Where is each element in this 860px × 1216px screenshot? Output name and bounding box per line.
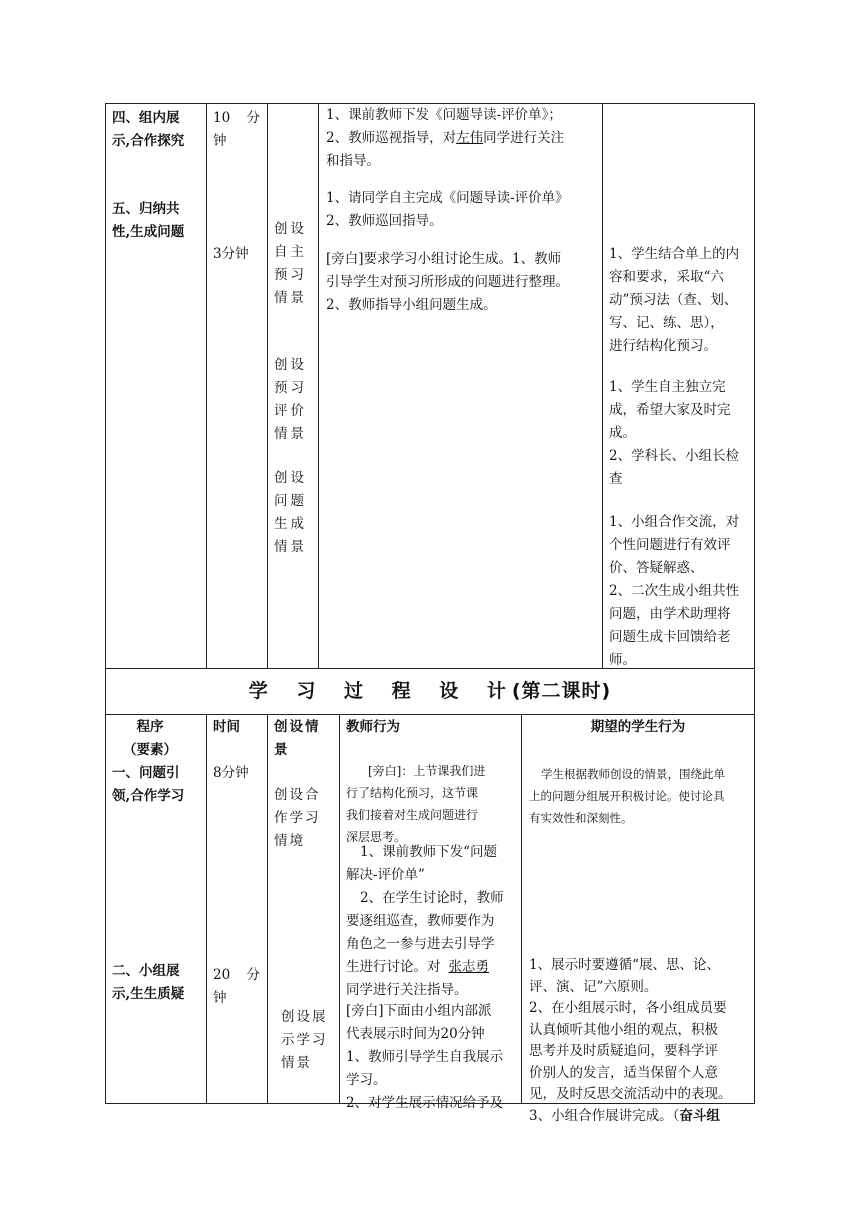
phase1-title: 一、问题引 领,合作学习 xyxy=(112,765,185,804)
student-block-1: 1、学生结合单上的内 容和要求，采取“六 动”预习法（查、划、 写、记、练、思）， 进行结构化预习。 xyxy=(609,246,740,354)
header-student: 期望的学生行为 xyxy=(590,719,686,735)
teacher-block-3: [旁白]要求学习小组讨论生成。1、教师 引导学生对预习所形成的问题进行整理。 2、教师指导小组问题生成。 xyxy=(326,251,569,313)
scenario-cooperative-learning: 创设合 作学习 情境 xyxy=(274,787,321,849)
student2-block-1: 学生根据教师创设的情景，围绕此单 上的问题分组展开积极讨论。使讨论具 有实效性和深刻性。 xyxy=(529,767,725,825)
phase5-title: 五、归纳共 性,生成问题 xyxy=(112,201,185,240)
teacher2-block-1: [旁白]：上节课我们进 行了结构化预习，这节课 我们接着对生成问题进行 深层思考。 xyxy=(346,764,486,844)
scenario-presentation: 创设展 示学习 情景 xyxy=(281,1009,328,1071)
student-name: 左伟 xyxy=(456,130,484,146)
header-time: 时间 xyxy=(213,719,240,735)
table1-col-time xyxy=(206,103,268,669)
student-block-3: 1、小组合作交流，对 个性问题进行有效评 价、答疑解惑、 2、二次生成小组共性 问题，由学术助理将 问题生成卡回馈给老 师。 xyxy=(609,514,740,668)
header-scenario: 创设情 景 xyxy=(274,719,321,758)
student-block-2: 1、学生自主独立完 成，希望大家及时完 成。 2、学科长、小组长检 查 xyxy=(609,379,740,487)
teacher2-block-3: [旁白]下面由小组内部派 代表展示时间为20分钟 1、教师引导学生自我展示 学习。 2、对学生展示情况给予及 xyxy=(346,1003,504,1111)
teacher2-block-2: 1、课前教师下发“问题 解决-评价单” 2、在学生讨论时，教师 要逐组巡查，教师要作为 角色之一参与进去引导学 生进行讨论。对 张志勇 同学进行关注指导。 xyxy=(346,844,504,998)
phase4-title: 四、组内展 示,合作探究 xyxy=(112,110,185,149)
phase1-time: 8分钟 xyxy=(213,765,249,781)
student-name-zhang: 张志勇 xyxy=(448,959,489,975)
scenario-self-study: 创设 自主 预习 情景 xyxy=(274,221,307,306)
scenario-problem-generation: 创设 问题 生成 情景 xyxy=(274,470,307,555)
phase5-time: 3分钟 xyxy=(213,246,249,262)
header-teacher: 教师行为 xyxy=(346,719,400,735)
section-title: 学 习 过 程 设 计(第二课时) xyxy=(248,680,612,702)
table1-col-procedure xyxy=(105,103,207,669)
header-procedure: 程序 （要素） xyxy=(123,719,177,758)
scenario-evaluation: 创设 预习 评价 情景 xyxy=(274,357,307,442)
student2-block-2: 1、展示时要遵循“展、思、论、 评、演、记”六原则。 2、在小组展示时，各小组成员要 认真倾听其他小组的观点，积极 思考并及时质疑追问，要科学评 价别人的发言，适当保留个人意 见，及时反思交流活动中的表现。 3、小组合作展讲完成。（奋斗组 xyxy=(529,957,732,1124)
phase4-time: 10 分 钟 xyxy=(213,110,260,149)
phase2-time: 20 分 钟 xyxy=(213,967,260,1006)
teacher-block-1: 1、课前教师下发《问题导读-评价单》； 2、教师巡视指导，对左伟同学进行关注 和指导。 xyxy=(326,107,565,169)
teacher-block-2: 1、请同学自主完成《问题导读-评价单》 2、教师巡回指导。 xyxy=(326,190,569,229)
phase2-title: 二、小组展 示,生生质疑 xyxy=(112,963,185,1002)
